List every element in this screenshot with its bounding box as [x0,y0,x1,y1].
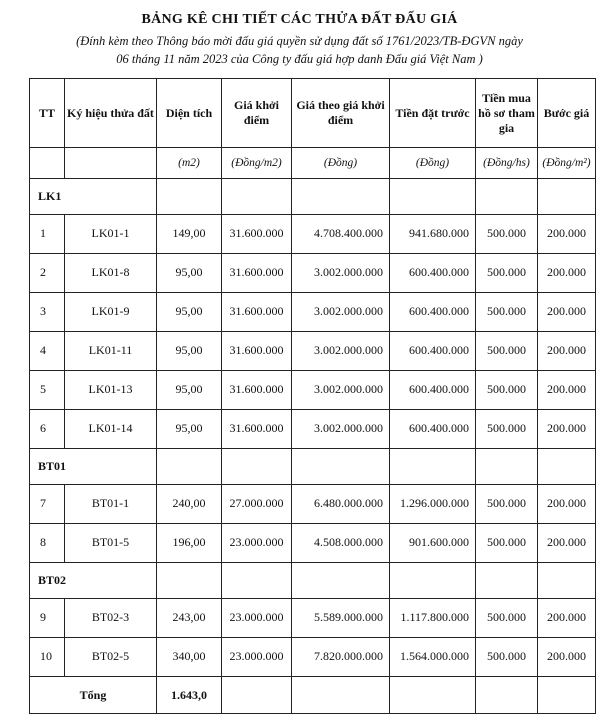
unit-price-step: (Đồng/m²) [538,148,596,179]
cell-starting-price: 31.600.000 [222,332,292,371]
cell-tt: 1 [30,215,65,254]
cell-dossier-fee: 500.000 [476,524,538,563]
cell-price-step: 200.000 [538,410,596,449]
header-starting-price: Giá khởi điểm [222,79,292,148]
group-empty-cell [390,449,476,485]
cell-starting-price: 23.000.000 [222,599,292,638]
group-empty-cell [157,179,222,215]
cell-dossier-fee: 500.000 [476,332,538,371]
table-units-row [30,148,596,179]
group-empty-cell [222,179,292,215]
table-row [30,254,596,293]
document-subtitle-line-1: (Đính kèm theo Thông báo mời đấu giá quyền sử dụng đất số 1761/2023/TB-ĐGVN ngày [76,34,523,48]
cell-price-step: 200.000 [538,254,596,293]
total-row [30,677,596,714]
unit-area: (m2) [157,148,222,179]
header-deposit: Tiền đặt trước [390,79,476,148]
group-empty-cell [157,449,222,485]
cell-plot-code: LK01-8 [65,254,157,293]
cell-price-step: 200.000 [538,599,596,638]
cell-area: 149,00 [157,215,222,254]
cell-starting-price: 31.600.000 [222,410,292,449]
cell-price-step: 200.000 [538,293,596,332]
header-dossier-fee: Tiền mua hồ sơ tham gia [476,79,538,148]
cell-plot-code: LK01-13 [65,371,157,410]
header-price-total: Giá theo giá khởi điểm [292,79,390,148]
header-plot-code: Ký hiệu thửa đất [65,79,157,148]
document-title: BẢNG KÊ CHI TIẾT CÁC THỬA ĐẤT ĐẤU GIÁ [141,12,458,27]
group-name: BT02 [30,563,157,599]
cell-plot-code: LK01-9 [65,293,157,332]
cell-tt: 3 [30,293,65,332]
header-area: Diện tích [157,79,222,148]
table-row [30,215,596,254]
cell-starting-price: 31.600.000 [222,371,292,410]
land-plots-table [29,78,596,714]
cell-starting-price: 31.600.000 [222,215,292,254]
cell-tt: 7 [30,485,65,524]
group-empty-cell [476,449,538,485]
cell-dossier-fee: 500.000 [476,215,538,254]
cell-starting-price: 27.000.000 [222,485,292,524]
unit-tt [30,148,65,179]
cell-plot-code: BT01-5 [65,524,157,563]
group-empty-cell [222,563,292,599]
cell-area: 95,00 [157,293,222,332]
cell-dossier-fee: 500.000 [476,485,538,524]
group-empty-cell [292,563,390,599]
cell-area: 95,00 [157,332,222,371]
header-price-step: Bước giá [538,79,596,148]
group-empty-cell [476,563,538,599]
table-row [30,638,596,677]
total-empty-cell [292,677,390,714]
cell-price-total: 6.480.000.000 [292,485,390,524]
cell-dossier-fee: 500.000 [476,254,538,293]
cell-dossier-fee: 500.000 [476,410,538,449]
cell-price-step: 200.000 [538,524,596,563]
group-empty-cell [222,449,292,485]
cell-area: 340,00 [157,638,222,677]
group-empty-cell [157,563,222,599]
cell-price-step: 200.000 [538,215,596,254]
cell-plot-code: LK01-1 [65,215,157,254]
cell-tt: 8 [30,524,65,563]
group-empty-cell [390,179,476,215]
group-row [30,179,596,215]
total-label: Tổng [30,677,157,714]
cell-dossier-fee: 500.000 [476,638,538,677]
cell-area: 95,00 [157,410,222,449]
cell-deposit: 1.117.800.000 [390,599,476,638]
cell-area: 240,00 [157,485,222,524]
table-row [30,410,596,449]
group-empty-cell [538,563,596,599]
cell-deposit: 1.564.000.000 [390,638,476,677]
table-row [30,293,596,332]
group-empty-cell [538,449,596,485]
cell-dossier-fee: 500.000 [476,371,538,410]
total-area: 1.643,0 [157,677,222,714]
cell-starting-price: 31.600.000 [222,254,292,293]
cell-price-step: 200.000 [538,638,596,677]
cell-price-total: 3.002.000.000 [292,254,390,293]
cell-tt: 10 [30,638,65,677]
cell-price-step: 200.000 [538,371,596,410]
group-empty-cell [538,179,596,215]
cell-price-step: 200.000 [538,485,596,524]
group-empty-cell [292,449,390,485]
cell-price-total: 7.820.000.000 [292,638,390,677]
cell-area: 95,00 [157,371,222,410]
cell-plot-code: LK01-11 [65,332,157,371]
cell-price-total: 5.589.000.000 [292,599,390,638]
cell-tt: 9 [30,599,65,638]
cell-tt: 5 [30,371,65,410]
table-row [30,599,596,638]
cell-deposit: 600.400.000 [390,254,476,293]
cell-deposit: 901.600.000 [390,524,476,563]
cell-dossier-fee: 500.000 [476,293,538,332]
group-name: LK1 [30,179,157,215]
cell-price-total: 3.002.000.000 [292,371,390,410]
cell-starting-price: 31.600.000 [222,293,292,332]
cell-area: 95,00 [157,254,222,293]
cell-plot-code: BT02-3 [65,599,157,638]
table-body [30,179,596,677]
cell-plot-code: BT02-5 [65,638,157,677]
cell-tt: 2 [30,254,65,293]
total-empty-cell [390,677,476,714]
total-empty-cell [476,677,538,714]
total-empty-cell [222,677,292,714]
cell-price-total: 3.002.000.000 [292,410,390,449]
table-row [30,485,596,524]
group-name: BT01 [30,449,157,485]
cell-starting-price: 23.000.000 [222,638,292,677]
cell-deposit: 600.400.000 [390,371,476,410]
cell-deposit: 600.400.000 [390,410,476,449]
table-header-row [30,79,596,148]
total-empty-cell [538,677,596,714]
group-row [30,449,596,485]
table-row [30,371,596,410]
group-empty-cell [390,563,476,599]
cell-deposit: 600.400.000 [390,293,476,332]
unit-dossier-fee: (Đồng/hs) [476,148,538,179]
cell-deposit: 941.680.000 [390,215,476,254]
cell-tt: 6 [30,410,65,449]
cell-price-total: 3.002.000.000 [292,293,390,332]
group-empty-cell [476,179,538,215]
cell-price-step: 200.000 [538,332,596,371]
document-subtitle-line-2: 06 tháng 11 năm 2023 của Công ty đấu giá hợp danh Đấu giá Việt Nam ) [116,52,483,66]
table-row [30,332,596,371]
unit-plot-code [65,148,157,179]
group-row [30,563,596,599]
cell-deposit: 1.296.000.000 [390,485,476,524]
table-row [30,524,596,563]
cell-area: 196,00 [157,524,222,563]
unit-starting-price: (Đồng/m2) [222,148,292,179]
cell-price-total: 4.708.400.000 [292,215,390,254]
cell-plot-code: BT01-1 [65,485,157,524]
cell-price-total: 4.508.000.000 [292,524,390,563]
unit-price-total: (Đồng) [292,148,390,179]
unit-deposit: (Đồng) [390,148,476,179]
cell-area: 243,00 [157,599,222,638]
cell-deposit: 600.400.000 [390,332,476,371]
cell-dossier-fee: 500.000 [476,599,538,638]
cell-price-total: 3.002.000.000 [292,332,390,371]
header-tt: TT [30,79,65,148]
cell-starting-price: 23.000.000 [222,524,292,563]
cell-tt: 4 [30,332,65,371]
cell-plot-code: LK01-14 [65,410,157,449]
group-empty-cell [292,179,390,215]
